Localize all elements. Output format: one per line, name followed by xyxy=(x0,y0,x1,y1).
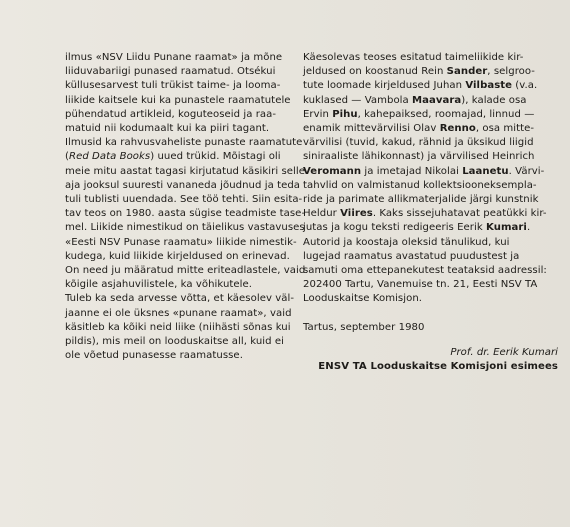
right-line: Looduskaitse Komisjon. xyxy=(303,293,423,305)
left-line: pildis), mis meil on looduskaitse all, kuid ei xyxy=(65,336,284,348)
signature-name: Prof. dr. Eerik Kumari xyxy=(450,346,558,358)
left-line: käsitleb ka kõiki neid liike (niihästi sõnas kui xyxy=(65,321,291,333)
right-line: samuti oma ettepanekutest teataksid aadressil: xyxy=(303,265,547,277)
right-line: siniraaliste lähikonnast) ja värvilised Heinrich xyxy=(303,151,535,163)
left-line: pühendatud artikleid, koguteoseid ja raa- xyxy=(65,108,277,120)
left-line: matuid nii kodumaalt kui ka piiri tagant. xyxy=(65,123,270,135)
left-line: «Eesti NSV Punase raamatu» liikide nimestik- xyxy=(65,236,297,248)
left-line: liikide kaitsele kui ka punastele raamatutele xyxy=(65,94,291,106)
left-line: kudega, kuid liikide kirjeldused on erinevad. xyxy=(65,250,290,262)
left-line: jaanne ei ole üksnes «punane raamat», vaid xyxy=(65,307,292,319)
right-line: 202400 Tartu, Vanemuise tn. 21, Eesti NSV TA xyxy=(303,279,538,291)
left-line: Ilmusid ka rahvusvaheliste punaste raamatute xyxy=(65,137,303,149)
right-line: ride ja parimate allikmaterjalide järgi kunstnik xyxy=(303,194,539,206)
right-line: Ervin Pihu, kahepaiksed, roomajad, linnud — xyxy=(303,108,535,120)
left-line: mel. Liikide nimestikud on täielikus vastavuses xyxy=(65,222,305,234)
right-line: Veromann ja imetajad Nikolai Laanetu. Värvi- xyxy=(303,165,545,177)
right-column-text xyxy=(303,51,555,307)
right-column xyxy=(303,51,558,374)
right-line: lugejad raamatus avastatud puudustest ja xyxy=(303,250,520,262)
right-line: Heldur Viires. Kaks sissejuhatavat peatükki kir- xyxy=(303,208,547,220)
left-line: On need ju määratud mitte eriteadlastele, vaid xyxy=(65,265,306,277)
left-line: ilmus «NSV Liidu Punane raamat» ja mõne xyxy=(65,52,283,63)
left-line: tuli tublisti uuendada. See töö tehti. Siin esita- xyxy=(65,194,303,206)
left-line: (Red Data Books) uued trükid. Mõistagi oli xyxy=(65,151,281,163)
left-line: ole võetud punasesse raamatusse. xyxy=(65,350,243,362)
left-line: meie mitu aastat tagasi kirjutatud käsikiri selle xyxy=(65,165,305,177)
right-line: Käesolevas teoses esitatud taimeliikide kir- xyxy=(303,52,524,63)
place-date: Tartus, september 1980 xyxy=(303,321,425,333)
left-line: kõigile asjahuvilistele, ka võhikutele. xyxy=(65,279,253,291)
right-line: tute loomade kirjeldused Juhan Vilbaste (v.a. xyxy=(303,80,538,92)
left-line: aja jooksul suuresti vananeda jõudnud ja teda xyxy=(65,179,301,191)
left-line: Tuleb ka seda arvesse võtta, et käesolev väl- xyxy=(65,293,295,305)
right-line: tahvlid on valmistanud kollektsiooneksempla- xyxy=(303,179,537,191)
left-line: küllusesarvest tuli trükist taime- ja looma- xyxy=(65,80,281,92)
right-line: jeldused on koostanud Rein Sander, selgroo- xyxy=(303,66,536,78)
left-line: liiduvabariigi punased raamatud. Otsékui xyxy=(65,66,276,78)
right-line: enamik mittevärvilisi Olav Renno, osa mitte- xyxy=(303,123,535,135)
right-line: jutas ja kogu teksti redigeeris Eerik Kumari. xyxy=(303,222,531,234)
signature-title: ENSV TA Looduskaitse Komisjoni esimees xyxy=(318,361,558,373)
right-line: värvilisi (tuvid, kakud, rähnid ja üksikud liigid xyxy=(303,137,534,149)
right-line: Autorid ja koostaja oleksid tänulikud, kui xyxy=(303,236,510,248)
left-line: tav teos on 1980. aasta sügise teadmiste tase- xyxy=(65,208,306,220)
right-line: kuklased — Vambola Maavara), kalade osa xyxy=(303,94,527,106)
left-column xyxy=(65,51,306,363)
